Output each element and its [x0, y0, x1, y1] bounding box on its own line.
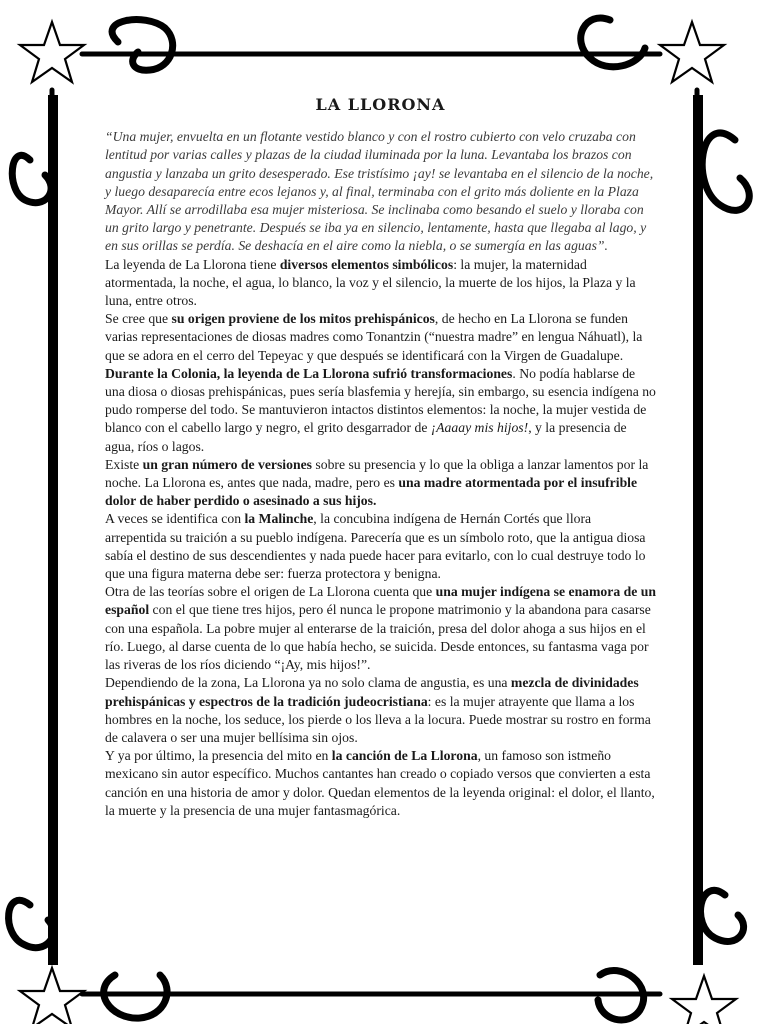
star-top-left-icon — [20, 22, 84, 82]
paragraph-1: La leyenda de La Llorona tiene diversos elementos simbólicos: la mujer, la maternidad atormentada, la noche, el agua, lo blanco, la voz y el silencio, la muerte de los hijos, la Plaza y la luna, entre otros. — [105, 256, 636, 309]
flourish-bottom-left — [104, 975, 167, 1018]
flourish-top-right — [581, 18, 645, 67]
paragraph-2: Se cree que su origen proviene de los mitos prehispánicos, de hecho en La Llorona se funden varias representaciones de diosas madres como Tonantzin (“nuestra madre” en lengua Náhuatl), la que se adora en el cerro del Tepeyac y que después se identificará con la Virgen de Guadalupe. — [105, 311, 643, 363]
star-bottom-right-icon — [672, 976, 736, 1024]
star-bottom-left-icon — [20, 968, 84, 1024]
paragraph-3: Durante la Colonia, la leyenda de La Llorona sufrió transformaciones. No podía hablarse de una diosa o diosas prehispánicas, pues sería blasfemia y herejía, sin embargo, su esencia indígena no pudo romperse del todo. Se mantuvieron intactos distintos elementos: la noche, la mujer vestida de blanco con el cabello largo y negro, el grito desgarrador de ¡Aaaay mis hijos!, y la presencia de agua, ríos o lagos. — [105, 365, 656, 454]
paragraph-8: Y ya por último, la presencia del mito en la canción de La Llorona, un famoso son istmeño mexicano sin autor específico. Muchos cantantes han creado o copiado versos que convierten a esta canción en una historia de amor y dolor. Quedan elementos de la leyenda original: el dolor, el llanto, la muerte y la presencia de una mujer fantasmagórica. — [105, 748, 655, 818]
document-body — [105, 92, 656, 820]
star-top-right-icon — [660, 22, 724, 82]
flourish-right-lower — [701, 890, 744, 941]
paragraph-7: Dependiendo de la zona, La Llorona ya no solo clama de angustia, es una mezcla de divinidades prehispánicas y espectros de la tradición judeocristiana: es la mujer atrayente que llama a los hombres en la noche, los seduce, los pierde o los lleva a la locura. Puede mostrar su rostro en forma de calavera o ser una mujer bellísima sin ojos. — [105, 675, 651, 745]
paragraph-5: A veces se identifica con la Malinche, la concubina indígena de Hernán Cortés que llora arrepentida su traición a su pueblo indígena. Parecería que es un símbolo roto, que la antigua diosa sabía el destino de sus descendientes y nada puede hacer para evitarlo, con lo cual destruye todo lo que una figura materna debe ser: fuerza protectora y benigna. — [105, 511, 646, 582]
flourish-top-left — [112, 20, 173, 71]
flourish-right-upper — [702, 133, 749, 210]
document-title: LA LLORONA — [315, 95, 446, 114]
paragraph-6: Otra de las teorías sobre el origen de La Llorona cuenta que una mujer indígena se enamora de un español con el que tiene tres hijos, pero él nunca le propone matrimonio y la abandona para casarse con una española. La pobre mujer al enterarse de la traición, presa del dolor ahoga a sus hijos en el río. Luego, al darse cuenta de lo que había hecho, se suicida. Desde entonces, su fantasma vaga por las riveras de los ríos diciendo “¡Ay, mis hijos!”. — [105, 584, 656, 673]
intro-quote: “Una mujer, envuelta en un flotante vestido blanco y con el rostro cubierto con velo cruzaba con lentitud por varias calles y plazas de la ciudad iluminada por la luna. Levantaba los brazos con angustia y lanzaba un grito desesperado. Ese tristísimo ¡ay! se levantaba en el silencio de la noche, y luego desaparecía entre ecos lejanos y, al final, terminaba con el grito más doliente en la Plaza Mayor. Allí se arrodillaba esa mujer misteriosa. Se inclinaba como besando el suelo y lloraba con un grito largo y penetrante. Después se iba ya en silencio, lentamente, hasta que llegaba al lago, y en sus orillas se perdía. Se deshacía en el aire como la niebla, o se sumergía en las aguas”. — [105, 129, 654, 254]
flourish-left-upper — [12, 155, 51, 202]
flourish-left-lower — [9, 900, 54, 947]
paragraph-4: Existe un gran número de versiones sobre su presencia y lo que la obliga a lanzar lamentos por la noche. La Llorona es, antes que nada, madre, pero es una madre atormentada por el insufrible dolor de haber perdido o asesinado a sus hijos. — [105, 456, 649, 509]
